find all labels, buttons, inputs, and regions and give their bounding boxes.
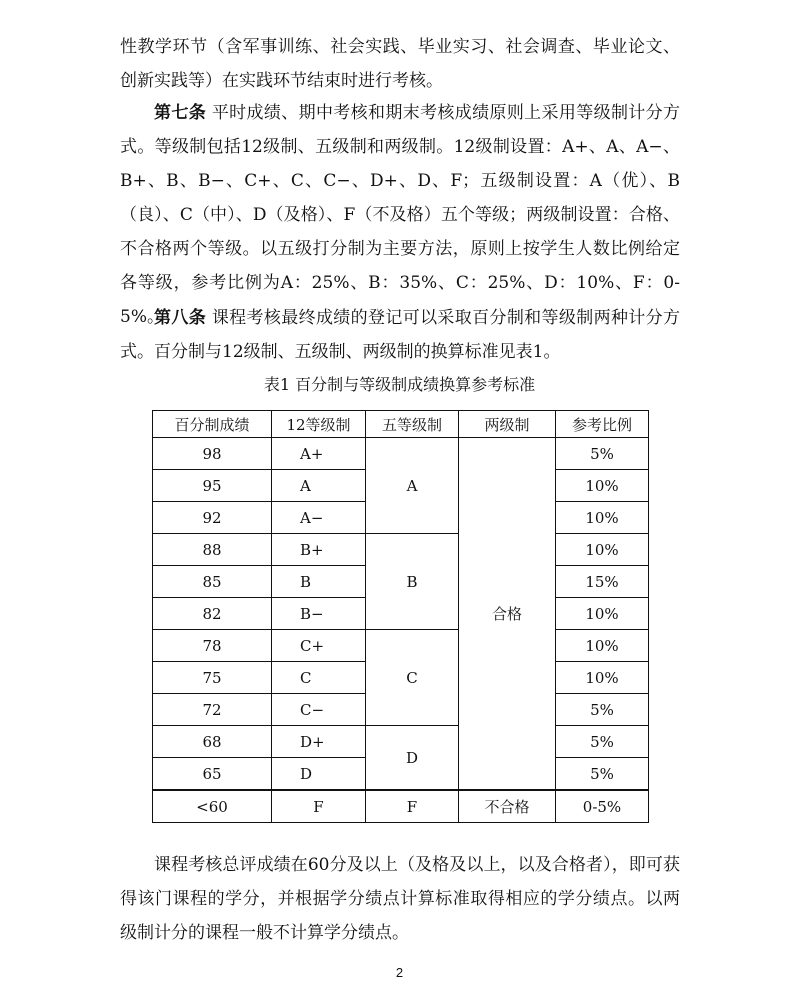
cell-ratio: 5%	[556, 726, 649, 758]
table-row-fail	[153, 790, 649, 823]
cell-grade12: C−	[272, 694, 366, 726]
cell-ratio: 10%	[556, 502, 649, 534]
header-ratio: 参考比例	[556, 411, 649, 438]
cell-grade12: B+	[272, 534, 366, 566]
cell-grade5-a: A	[366, 438, 459, 534]
table-row	[153, 726, 649, 758]
cell-grade12: D	[272, 758, 366, 791]
cell-score: 95	[153, 470, 272, 502]
cell-grade12: A+	[272, 438, 366, 470]
cell-score: 98	[153, 438, 272, 470]
article-8-label: 第八条	[154, 308, 207, 328]
table-header-row	[153, 411, 649, 438]
cell-score: 65	[153, 758, 272, 791]
table-row	[153, 534, 649, 566]
cell-grade12: C+	[272, 630, 366, 662]
cell-score: 85	[153, 566, 272, 598]
cell-ratio: 5%	[556, 758, 649, 791]
header-grade2: 两级制	[459, 411, 556, 438]
header-grade12: 12等级制	[272, 411, 366, 438]
cell-grade12: A−	[272, 502, 366, 534]
cell-ratio: 10%	[556, 630, 649, 662]
cell-grade12: B−	[272, 598, 366, 630]
cell-score: 82	[153, 598, 272, 630]
cell-score: <60	[153, 790, 272, 823]
cell-grade5-b: B	[366, 534, 459, 630]
cell-grade2-pass: 合格	[459, 438, 556, 791]
cell-grade5-f: F	[366, 790, 459, 823]
cell-ratio: 0-5%	[556, 790, 649, 823]
paragraph-credit-rule: 课程考核总评成绩在60分及以上（及格及以上，以及合格者），即可获得该门课程的学分，并根据学分绩点计算标准取得相应的学分绩点。以两级制计分的课程一般不计算学分绩点。	[120, 855, 680, 943]
cell-score: 78	[153, 630, 272, 662]
cell-grade12: B	[272, 566, 366, 598]
cell-ratio: 10%	[556, 598, 649, 630]
table-row	[153, 438, 649, 470]
header-grade5: 五等级制	[366, 411, 459, 438]
paragraph-article-7: 第七条 平时成绩、期中考核和期末考核成绩原则上采用等级制计分方式。等级制包括12级制、五级制和两级制。12级制设置：A+、A、A−、B+、B、B−、C+、C、C−、D+、D、F；五级制设置：A（优）、B（良）、C（中）、D（及格）、F（不及格）五个等级；两级制设置：合格、不合格两个等级。以五级打分制为主要方法，原则上按学生人数比例给定各等级，参考比例为A：25%、B：35%、C：25%、D：10%、F：0-5%。	[120, 103, 681, 327]
table-row	[153, 630, 649, 662]
header-score: 百分制成绩	[153, 411, 272, 438]
paragraph-article-8: 第八条 课程考核最终成绩的登记可以采取百分制和等级制两种计分方式。百分制与12级制、五级制、两级制的换算标准见表1。	[120, 308, 681, 362]
cell-ratio: 10%	[556, 470, 649, 502]
cell-grade2-fail: 不合格	[459, 790, 556, 823]
cell-grade5-d: D	[366, 726, 459, 791]
table-caption: 表1 百分制与等级制成绩换算参考标准	[263, 375, 536, 394]
cell-grade12: D+	[272, 726, 366, 758]
cell-grade12: A	[272, 470, 366, 502]
cell-grade12: C	[272, 662, 366, 694]
cell-ratio: 5%	[556, 438, 649, 470]
cell-grade12: F	[272, 790, 366, 823]
cell-score: 88	[153, 534, 272, 566]
cell-grade5-c: C	[366, 630, 459, 726]
cell-ratio: 15%	[556, 566, 649, 598]
cell-score: 75	[153, 662, 272, 694]
cell-score: 72	[153, 694, 272, 726]
cell-ratio: 10%	[556, 662, 649, 694]
article-7-label: 第七条	[154, 103, 207, 123]
grade-conversion-table	[152, 410, 649, 823]
cell-score: 68	[153, 726, 272, 758]
paragraph-practice-assessment: 性教学环节（含军事训练、社会实践、毕业实习、社会调查、毕业论文、创新实践等）在实践环节结束时进行考核。	[120, 37, 680, 91]
cell-ratio: 5%	[556, 694, 649, 726]
page-number: 2	[395, 965, 404, 980]
cell-ratio: 10%	[556, 534, 649, 566]
cell-score: 92	[153, 502, 272, 534]
